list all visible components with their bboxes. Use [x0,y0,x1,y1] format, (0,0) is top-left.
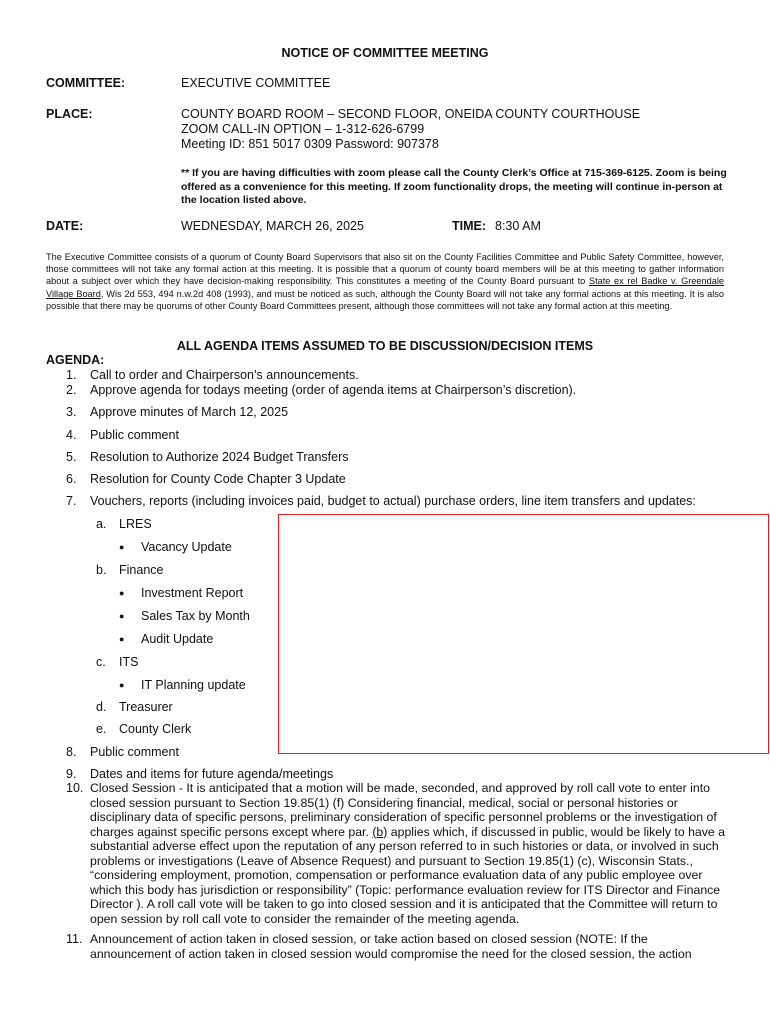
closed-session-item [90,781,726,926]
time-value: 8:30 AM [495,219,541,233]
quorum-text-before: The Executive Committee consists of a quorum of County Board Supervisors that also sit on the County Facilities Committee and Public Safety Committee, however, those committees will not take any formal action at this meeting. It is possible that a quorum of county board members will be at this meeting to gather information about a subject over which they have decision-making responsibility. This constitutes a meeting of the County Board pursuant to [46,252,724,287]
item-text: Call to order and Chairperson’s announcements. [90,368,359,382]
bullet-icon: ● [119,588,125,598]
bullet-icon: ● [119,634,125,644]
place-line-3: Meeting ID: 851 5017 0309 Password: 907378 [181,137,439,151]
subitem-letter: a. [96,517,107,531]
bullet-icon: ● [119,542,125,552]
subitem-label: County Clerk [119,722,192,736]
item-number: 11. [66,932,83,946]
item-number: 8. [66,745,77,759]
item-number: 3. [66,405,77,419]
item-number: 5. [66,450,77,464]
zoom-note: ** If you are having difficulties with zoom please call the County Clerk’s Office at 715-369-6125. Zoom is being offered as a convenience for this meeting. If zoom functionality drops, the meeting will continue in-person at the location listed above. [181,167,727,206]
bullet-text: Audit Update [141,632,214,646]
closed-session-text-after: applies which, if discussed in public, would be likely to have a substantial adverse effect upon the reputation of any person referred to in such histories or data, or involved in such problems or investigations (Leave of Absence Request) and pursuant to Section 19.85(1) (c), Wisconsin Stats., “considering employment, promotion, compensation or performance evaluation data of any public employee over which this body has jurisdiction or responsibility” (Topic: performance evaluation review for ITS Director and Finance Director ). A roll call vote will be taken to go into closed session and it is anticipated that the Committee will return to open session by roll call vote to consider the remainder of the meeting agenda. [90,824,726,926]
item-number: 7. [66,494,77,508]
item-number: 6. [66,472,77,486]
item-text: Resolution for County Code Chapter 3 Update [90,472,346,486]
place-line-2: ZOOM CALL-IN OPTION – 1-312-626-6799 [181,122,425,136]
item-text: Approve agenda for todays meeting (order of agenda items at Chairperson’s discretion). [90,383,577,397]
agenda-header: ALL AGENDA ITEMS ASSUMED TO BE DISCUSSION/DECISION ITEMS [176,339,594,353]
item-number: 1. [66,368,77,382]
item-text: Public comment [90,428,179,442]
committee-label: COMMITTEE: [46,76,126,90]
subitem-label: ITS [119,655,139,669]
notice-title: NOTICE OF COMMITTEE MEETING [281,46,489,60]
closed-session-text-before: Closed Session - It is anticipated that a motion will be made, seconded, and approved by roll call vote to enter into closed session pursuant to Section 19.85(1) (f) Considering financial, medical, social or personal histories or disciplinary data of specific persons, preliminary consideration of specific personnel problems or the investigation of charges against specific persons except where par. [90,781,717,839]
bullet-icon: ● [119,611,125,621]
bullet-icon: ● [119,680,125,690]
item-number: 9. [66,767,77,781]
item-number: 10. [66,781,84,795]
subitem-letter: b. [96,563,107,577]
quorum-text-after: , Wis 2d 553, 494 n.w.2d 408 (1993), and must be noticed as such, although the County Board will not take any formal actions at this meeting. It is also possible that there may be quorums of other County Board Committees present, although those committees will not take any formal action at this meeting. [46,288,724,311]
item-text: Approve minutes of March 12, 2025 [90,405,289,419]
place-line-1: COUNTY BOARD ROOM – SECOND FLOOR, ONEIDA COUNTY COURTHOUSE [181,107,641,121]
item-text: Public comment [90,745,179,759]
bullet-text: Sales Tax by Month [141,609,250,623]
agenda-label: AGENDA: [46,353,105,367]
subitem-letter: c. [96,655,106,669]
item-text: Dates and items for future agenda/meetings [90,767,334,781]
committee-value: EXECUTIVE COMMITTEE [181,76,331,90]
place-label: PLACE: [46,107,93,121]
subitem-letter: e. [96,722,107,736]
subitem-label: Treasurer [119,700,173,714]
paragraph-reference: (b) [372,824,388,839]
bullet-text: Investment Report [141,586,244,600]
subitem-letter: d. [96,700,107,714]
date-value: WEDNESDAY, MARCH 26, 2025 [181,219,364,233]
case-citation: State ex rel Badke v. Greendale Village Board [46,276,724,299]
bullet-text: Vacancy Update [141,540,232,554]
subitem-label: Finance [119,563,164,577]
item-text: Vouchers, reports (including invoices paid, budget to actual) purchase orders, line item transfers and updates: [90,494,696,508]
bullet-text: IT Planning update [141,678,246,692]
closed-session-action-item: Announcement of action taken in closed session, or take action based on closed session (NOTE: If the announcement of action taken in closed session would compromise the need for the closed session, the action [90,932,692,961]
subitem-label: LRES [119,517,152,531]
item-number: 4. [66,428,77,442]
item-number: 2. [66,383,77,397]
highlight-box [278,514,769,754]
quorum-paragraph [46,251,724,312]
date-label: DATE: [46,219,84,233]
item-text: Resolution to Authorize 2024 Budget Transfers [90,450,349,464]
time-label: TIME: [452,219,487,233]
